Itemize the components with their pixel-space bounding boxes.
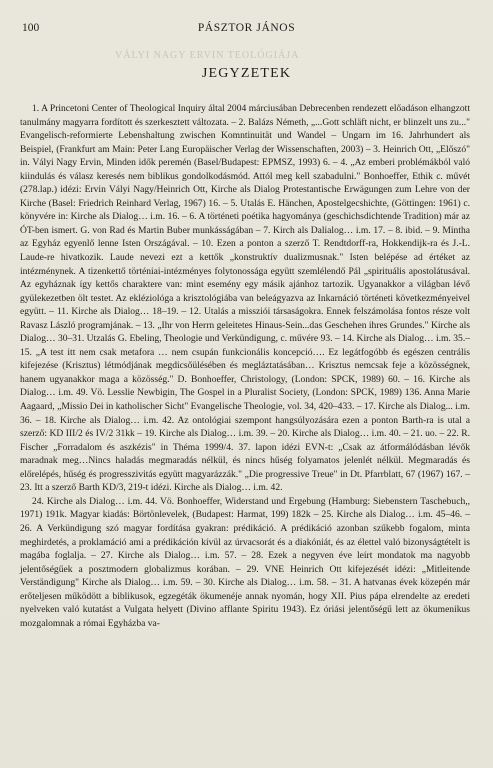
notes-paragraph-2: 24. Kirche als Dialog… i.m. 44. Vö. Bonhoeffer, Widerstand und Ergebung (Hamburg: Siebenstern Taschebuch,, 1971) 191k. Magyar kiadás: Börtönlevelek, (Budapest: Harmat, 199) 182k – 25. Kirche als Dialog… i.m. 45–46. – 26. A Verkündigung szó magyar fordítása gyakran: prédikáció. A prédikáció azonban szűkebb fogalom, minta meghirdetés, a proklamáció ami a prédikáción kívül az úrvacsorát és a diakóniát, és az élettel való bizonyságtételt is magába foglalja. – 27. Kirche als Dialog… i.m. 57. – 28. Ezek a negyven éve leírt mondatok ma nagyobb jelentőségűek a posztmodern globalizmus korában. – 29. VNE Heinrich Ott kifejezését idézi: „Mitleitende Verständigung" Kirche als Dialog… i.m. 59. – 30. Kirche als Dialog… i.m. 58. – 31. A hatvanas évek közepén már erőteljesen működött a biblikusok, egzegéták ökumenéje annak nyomán, hogy XII. Pius pápa elrendelte az eredeti nyelveken való kutatást a Vulgata helyett (Divino afflante Spiritu 1943). Ez óriási jelentőségű lett az ökumenikus mozgalomnak a római Egyházba va- [20, 495, 470, 629]
page-header [0, 20, 493, 38]
section-heading: JEGYZETEK [201, 66, 292, 81]
notes-paragraph-1: 1. A Princetoni Center of Theological Inquiry által 2004 márciusában Debrecenben rendezett előadáson elhangzott tanulmány magyarra fordított és szerkesztett változata. – 2. Balázs Németh, „...Gott schläft nicht, er blinzelt uns zu..." Evangelisch-reformierte Lebenshaltung zwischen Komntinuität und Wandel – Ungarn im 16. Jahrhundert als Beispiel, (Frankfurt am Main: Peter Lang Europäischer Verlag der Wissenschaften, 2003) – 3. Heinrich Ott, „Előszó" in. Vályi Nagy Ervin, Minden idők peremén (Basel/Budapest: EPMSZ, 1993) 6. – 4. „Az emberi problémákból való kiindulás és válasz keresés nem biblikus gondolkodásmód. Attól meg kell szabadulni." Bonhoeffer, Ethik c. művét (278.lap.) idézi: Ervin Vályi Nagy/Heinrich Ott, Kirche als Dialog Protestantische Erwägungen zum Lehre von der Kirche (Basel: Friedrich Reinhard Verlag, 1967) 16. – 5. Utalás E. Hänchen, Apostelgecshichte, (Göttingen: 1961) c. könyvére in: Kirche als Dialog… i.m. 16. – 6. A történeti poétika hagyománya (geschichsdichtende Tradition) már az ÓT-ben ismert. G. von Rad és Martin Buber munkásságában – 7. Kirch als Dalialog… i.m. 17. – 8. ibid. – 9. Mintha az Egyház egyenlő lenne Isten Országával. – 10. Ezen a ponton a szerző T. Rendtdorff-ra, Hokkendijk-ra és J.-L. Laude-re hivatkozik. Laude nevezi ezt a kettők „konstruktív dualizmusnak." Isten belépése ad értéket az intézménynek. A tizenkettő történiai-intézményes folytonossága együtt szemlélendő Pál „spirituális apostolátusával. Az egyháznak így kettős charaktere van: mint esemény egy másik ajánhoz tartozik. Ugyanakkor a világban lévő gyülekezetben ölt testet. Az ekléziológa a krisztológiába van beleágyazva az Inkarnáció történeti következményeivel együtt. – 11. Kirche als Dialog… 18–19. – 12. Utalás a missziói társaságokra. Ennek felszámolása fontos része volt Ravasz László programjának. – 13. „Ihr von Herrn geleitetes Hinaus-Sein...das Geschehen ihres Grundes." Kirche als Dialog… 30–31. Utzalás G. Ebeling, Theologie und Verkündigung, c. művére 93. – 14. Kirche als Dialog… i.m. 35.– 15. „A test itt nem csak metafora … nem csupán funkcionális koncepció…. Ez legátfogóbb és egészen centrális kifejezése (Krisztus) létmódjának megdicsőülésében és megláztatásában… Krisztus nemcsak feje a közösségnek, hanem ugyanakkor maga a közösség." D. Bonhoeffer, Christology, (London: SPCK, 1989) 60. – 16. Kirche als Dialog… i.m. 49. Vö. Lesslie Newbigin, The Gospel in a Pluralist Society, (London: SPCK, 1989) 136. Anna Marie Aagaard, „Missio Dei in katholischer Sicht" Evangelische Theologie, vol. 34, 420–433. – 17. Kirche als Dialog... i.m. 36. – 18. Kirche als Dialog… i.m. 42. Az ontológiai szempont hangsúlyozására ezen a ponton Barth-ra is utal a szerző: KD III/2 és IV/2 31kk – 19. Kirche als Dialog… i.m. 39. – 20. Kirche als Dialog… i.m. 40. – 21. uo. – 22. R. Fischer „Forradalom és aszkézis" in Théma 1999/4. 37. lapon idézi EVN-t: „Csak az átformálódásban lévők maradnak meg…Nincs haladás megmaradás nélkül, és nincs hűség folyamatos jelenlét nélkül. Megmaradás és előrelépés, hűség és progresszivitás együtt magyarázzák." „Die progressive Treue" in Dt. Pfarrblatt, 67 (1967) 167. – 23. Itt a szerző Barth KD/3, 219-t idézi. Kirche als Dialog… i.m. 42. [20, 103, 470, 494]
running-title: PÁSZTOR JÁNOS [197, 22, 296, 34]
page-number: 100 [22, 22, 40, 34]
bleed-through-text: VÁLYI NAGY ERVIN TEOLÓGIÁJA [115, 50, 300, 61]
notes-body [20, 102, 470, 630]
